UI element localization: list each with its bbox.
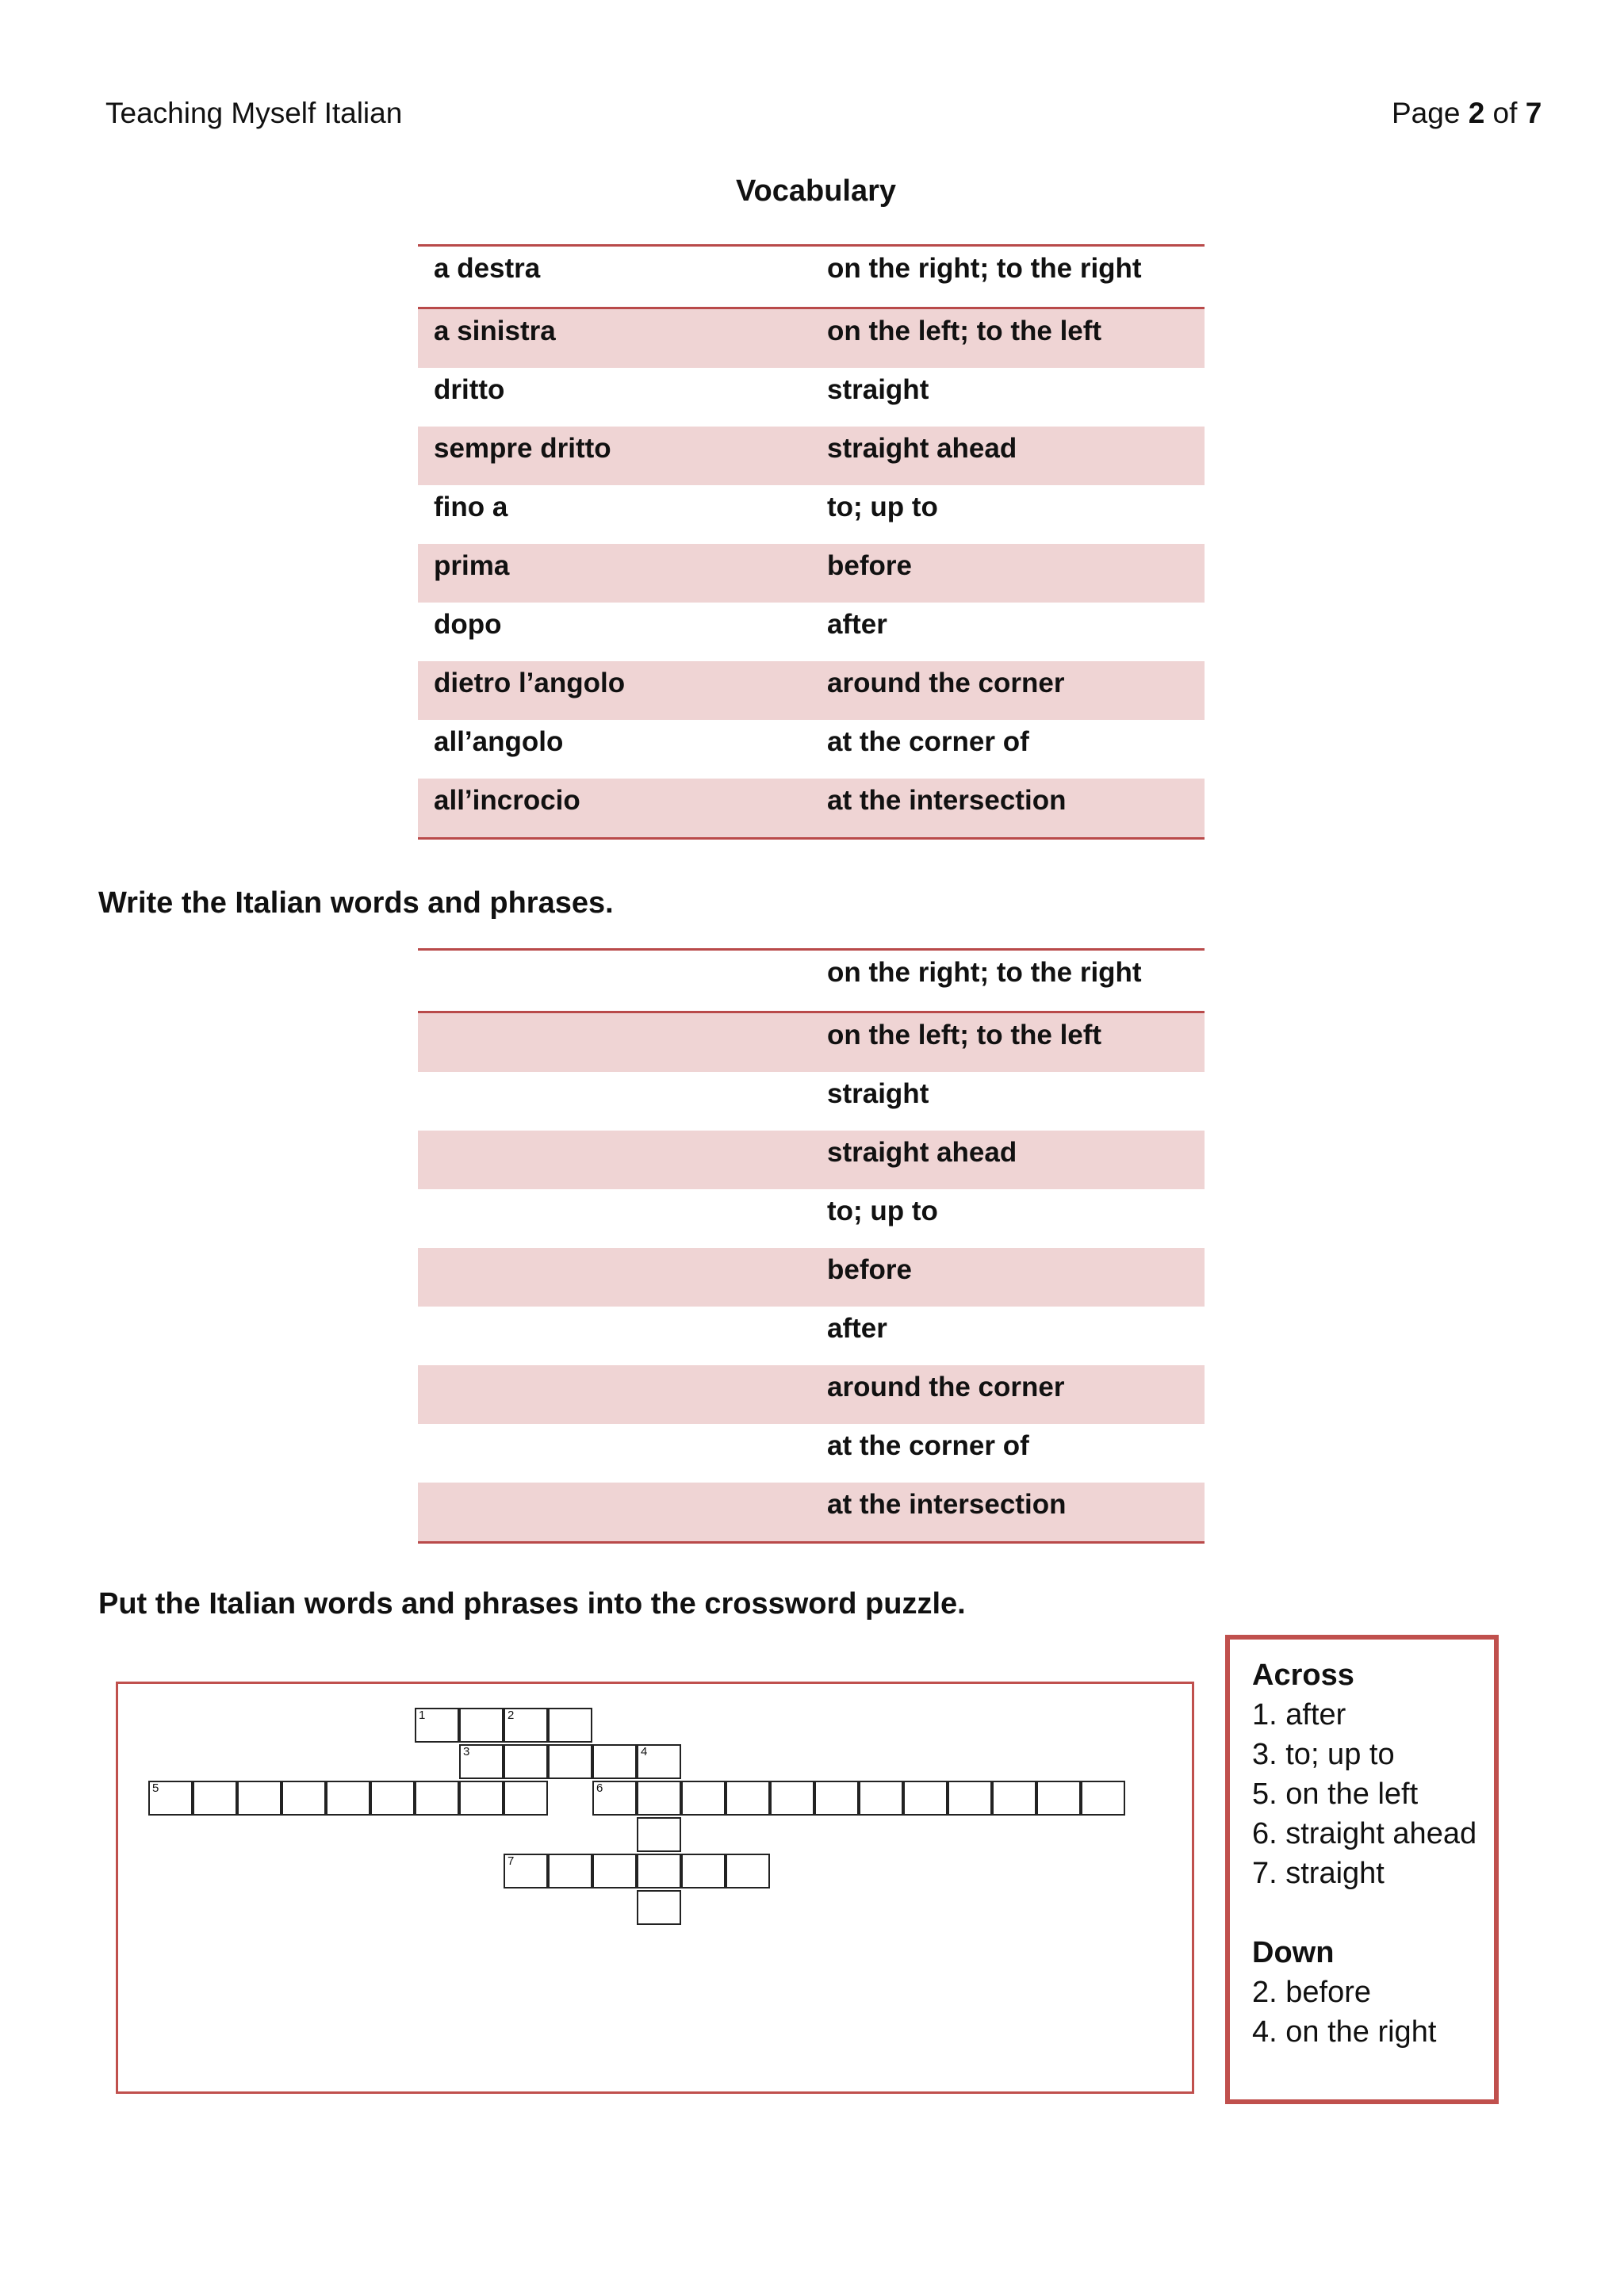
vocab-english: straight ahead — [827, 433, 1017, 464]
vocab-english: on the right; to the right — [827, 253, 1142, 284]
crossword-cell[interactable] — [548, 1744, 592, 1779]
write-exercise-table — [418, 948, 1205, 1544]
crossword-cell[interactable] — [459, 1744, 504, 1779]
crossword-clue-number: 2 — [508, 1709, 515, 1722]
exercise-english: straight — [827, 1078, 929, 1109]
vocab-english: after — [827, 609, 887, 640]
page-of: of — [1484, 97, 1526, 129]
vocab-row — [418, 485, 1205, 544]
vocab-italian: dopo — [434, 609, 502, 640]
vocab-row — [418, 247, 1205, 309]
exercise-row[interactable] — [418, 1131, 1205, 1189]
crossword-cell[interactable] — [637, 1890, 681, 1925]
crossword-cell[interactable] — [548, 1854, 592, 1888]
clue-across: 5. on the left — [1252, 1777, 1419, 1811]
vocab-row — [418, 603, 1205, 661]
vocab-row — [418, 661, 1205, 720]
crossword-cell[interactable] — [504, 1781, 548, 1816]
clue-down: 2. before — [1252, 1976, 1371, 2009]
vocab-english: to; up to — [827, 492, 938, 522]
crossword-cell[interactable] — [592, 1854, 637, 1888]
vocab-row — [418, 544, 1205, 603]
exercise-english: straight ahead — [827, 1137, 1017, 1168]
crossword-cell[interactable] — [948, 1781, 992, 1816]
exercise-row[interactable] — [418, 1013, 1205, 1072]
crossword-cell[interactable] — [548, 1708, 592, 1743]
crossword-cell[interactable] — [637, 1781, 681, 1816]
vocab-row — [418, 779, 1205, 837]
vocab-italian: a destra — [434, 253, 541, 284]
crossword-clue-number: 1 — [419, 1709, 426, 1722]
vocab-english: at the intersection — [827, 785, 1067, 816]
clue-across: 1. after — [1252, 1698, 1346, 1732]
clue-across: 7. straight — [1252, 1857, 1385, 1890]
down-heading: Down — [1252, 1936, 1335, 1969]
crossword-cell[interactable] — [237, 1781, 282, 1816]
page-total: 7 — [1525, 97, 1542, 129]
crossword-cell[interactable] — [726, 1781, 770, 1816]
crossword-cell[interactable] — [637, 1817, 681, 1852]
vocab-row — [418, 309, 1205, 368]
crossword-cell[interactable] — [148, 1781, 193, 1816]
crossword-cell[interactable] — [903, 1781, 948, 1816]
crossword-cell[interactable] — [637, 1854, 681, 1888]
clue-across: 3. to; up to — [1252, 1738, 1395, 1771]
crossword-cell[interactable] — [592, 1781, 637, 1816]
vocab-row — [418, 368, 1205, 427]
crossword-cell[interactable] — [326, 1781, 370, 1816]
vocab-italian: a sinistra — [434, 316, 556, 346]
crossword-cell[interactable] — [592, 1744, 637, 1779]
crossword-cell[interactable] — [1081, 1781, 1125, 1816]
vocab-english: at the corner of — [827, 726, 1029, 757]
vocab-italian: sempre dritto — [434, 433, 611, 464]
crossword-cell[interactable] — [859, 1781, 903, 1816]
crossword-cell[interactable] — [415, 1781, 459, 1816]
exercise-row[interactable] — [418, 1424, 1205, 1483]
vocab-italian: all’angolo — [434, 726, 564, 757]
vocab-english: on the left; to the left — [827, 316, 1102, 346]
exercise-english: before — [827, 1254, 912, 1285]
crossword-cell[interactable] — [459, 1781, 504, 1816]
exercise-row[interactable] — [418, 1483, 1205, 1541]
crossword-cell[interactable] — [282, 1781, 326, 1816]
crossword-cell[interactable] — [681, 1854, 726, 1888]
exercise-row[interactable] — [418, 951, 1205, 1013]
page-number: 2 — [1468, 97, 1485, 129]
vocab-row — [418, 427, 1205, 485]
crossword-grid — [116, 1682, 1194, 2094]
exercise-english: on the left; to the left — [827, 1020, 1102, 1050]
exercise-row[interactable] — [418, 1189, 1205, 1248]
clue-down: 4. on the right — [1252, 2015, 1437, 2049]
exercise-english: after — [827, 1313, 887, 1344]
exercise-english: around the corner — [827, 1372, 1065, 1402]
crossword-cell[interactable] — [504, 1854, 548, 1888]
vocab-italian: fino a — [434, 492, 508, 522]
vocab-english: before — [827, 550, 912, 581]
crossword-cell[interactable] — [770, 1781, 814, 1816]
vocab-english: around the corner — [827, 668, 1065, 698]
exercise-write-heading: Write the Italian words and phrases. — [98, 886, 614, 920]
vocab-english: straight — [827, 374, 929, 405]
vocabulary-title: Vocabulary — [736, 174, 897, 208]
vocab-italian: dritto — [434, 374, 505, 405]
crossword-clue-number: 4 — [641, 1745, 648, 1758]
crossword-cell[interactable] — [193, 1781, 237, 1816]
clue-across: 6. straight ahead — [1252, 1817, 1477, 1850]
page-prefix: Page — [1392, 97, 1469, 129]
crossword-cell[interactable] — [814, 1781, 859, 1816]
vocab-italian: prima — [434, 550, 510, 581]
crossword-cell[interactable] — [459, 1708, 504, 1743]
crossword-clue-number: 6 — [596, 1781, 603, 1795]
vocabulary-table — [418, 244, 1205, 840]
crossword-cell[interactable] — [504, 1708, 548, 1743]
crossword-cell[interactable] — [1036, 1781, 1081, 1816]
vocab-italian: dietro l’angolo — [434, 668, 626, 698]
exercise-row[interactable] — [418, 1248, 1205, 1307]
page-indicator — [1392, 97, 1542, 130]
across-heading: Across — [1252, 1659, 1354, 1692]
exercise-row[interactable] — [418, 1072, 1205, 1131]
vocab-row — [418, 720, 1205, 779]
crossword-cell[interactable] — [726, 1854, 770, 1888]
crossword-clue-number: 7 — [508, 1854, 515, 1868]
crossword-cell[interactable] — [637, 1744, 681, 1779]
clue-box — [1225, 1635, 1499, 2104]
document-header-title: Teaching Myself Italian — [105, 97, 403, 129]
crossword-clue-number: 3 — [463, 1745, 470, 1758]
crossword-cell[interactable] — [415, 1708, 459, 1743]
crossword-cell[interactable] — [681, 1781, 726, 1816]
exercise-row[interactable] — [418, 1365, 1205, 1424]
exercise-row[interactable] — [418, 1307, 1205, 1365]
crossword-clue-number: 5 — [152, 1781, 159, 1795]
exercise-english: at the intersection — [827, 1489, 1067, 1520]
vocab-italian: all’incrocio — [434, 785, 580, 816]
exercise-english: at the corner of — [827, 1430, 1029, 1461]
crossword-cell[interactable] — [992, 1781, 1036, 1816]
exercise-english: on the right; to the right — [827, 957, 1142, 988]
exercise-crossword-heading: Put the Italian words and phrases into the crossword puzzle. — [98, 1587, 966, 1621]
crossword-cell[interactable] — [504, 1744, 548, 1779]
crossword-cell[interactable] — [370, 1781, 415, 1816]
exercise-english: to; up to — [827, 1196, 938, 1226]
